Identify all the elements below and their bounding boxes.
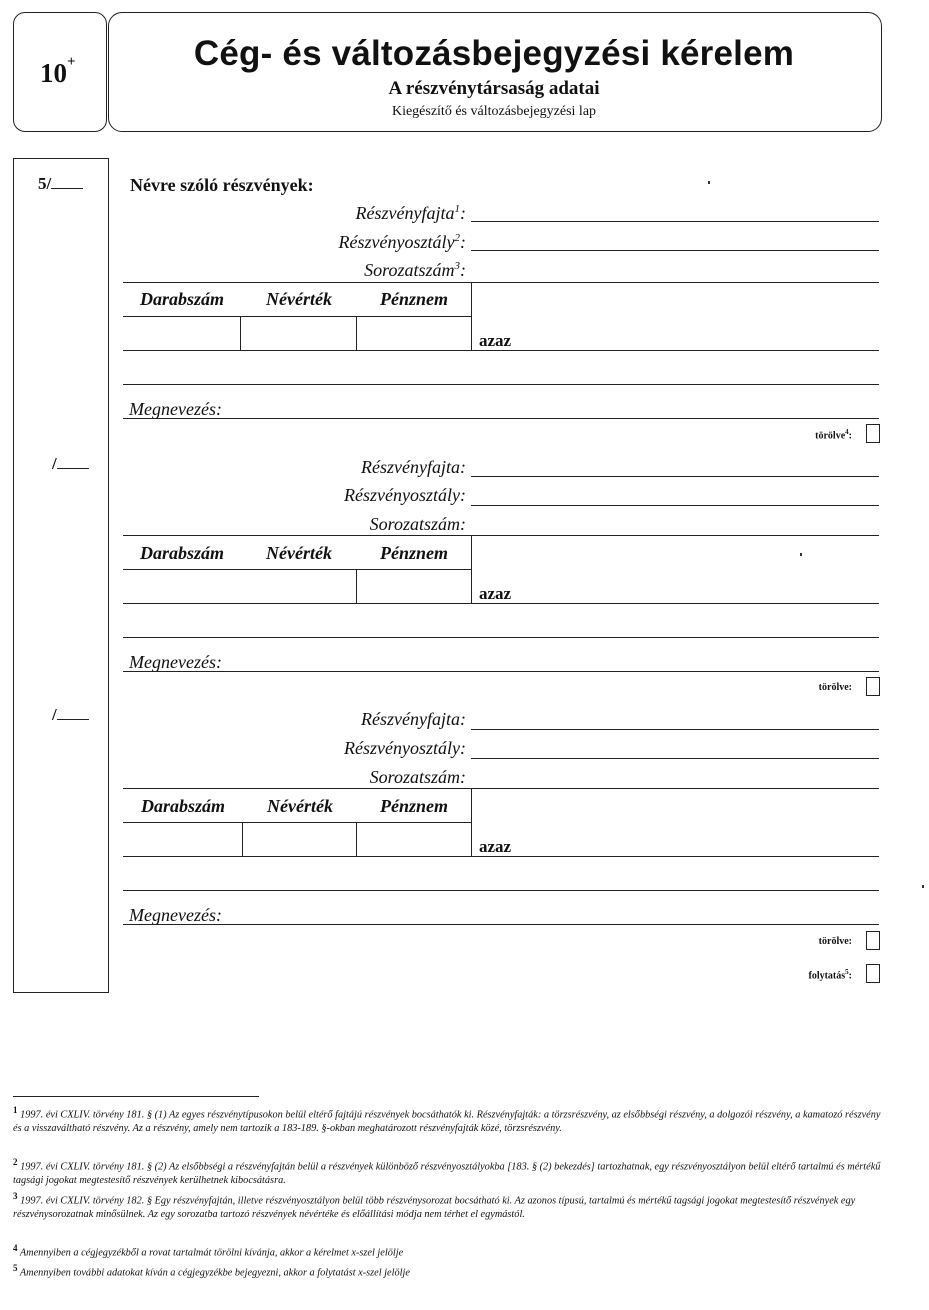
- darabszam-field[interactable]: [124, 571, 239, 602]
- nevertek-field[interactable]: [242, 318, 355, 349]
- col-nevertek: Névérték: [267, 796, 333, 816]
- scan-speck: [800, 553, 802, 556]
- label-reszvenyfajta: Részvényfajta$^1$:: [355, 203, 466, 223]
- col-nevertek: Névérték: [266, 543, 332, 563]
- reszvenyfajta-field[interactable]: [471, 729, 879, 730]
- reszvenyosztaly-field[interactable]: [471, 758, 879, 759]
- reference-number-1[interactable]: 5/: [38, 174, 83, 194]
- label-reszvenyosztaly: Részvényosztály$^2$:: [338, 232, 466, 252]
- label-reszvenyosztaly: Részvényosztály:: [344, 738, 466, 758]
- darabszam-field[interactable]: [124, 824, 241, 855]
- sorozatszam-field[interactable]: [123, 535, 879, 536]
- page-subtitle: A részvénytársaság adatai: [388, 78, 600, 99]
- footnote-1: $^1$ 1997. évi CXLIV. törvény 181. § (1) Az egyes részvénytípusokon belül eltérő fajtájú részvények bocsáthatók ki. Részvényfajták: a törzsrészvény, az elsőbbségi részvény, a dolgozói részvény, a kamatozó részvény és a visszaváltható részvény. Az a részvény, amely nem tartozik a 183-189. §-okban meghatározott részvényfajták közé, törzsrészvény.: [13, 1105, 881, 1135]
- sorozatszam-field[interactable]: [123, 788, 879, 789]
- col-nevertek: Névérték: [266, 289, 332, 309]
- reference-column: [13, 158, 109, 993]
- torolve-label: törölve:: [818, 936, 852, 947]
- darabszam-field[interactable]: [124, 318, 239, 349]
- section-heading: Névre szóló részvények:: [130, 175, 314, 195]
- col-darabszam: Darabszám: [139, 289, 224, 309]
- scan-speck: [922, 885, 924, 888]
- label-reszvenyosztaly: Részvényosztály:: [344, 485, 466, 505]
- label-sorozatszam: Sorozatszám:: [369, 767, 466, 787]
- reszvenyosztaly-field[interactable]: [471, 505, 879, 506]
- footnote-3: $^3$ 1997. évi CXLIV. törvény 182. § Egy részvényfajtán, illetve részvényosztályon belül több részvénysorozat bocsátható ki. Az azonos típusú, tartalmú és mértékű tagsági jogokat megtestesítő részvények egy részvénysorozatnak minősülnek. Az egy sorozatba tartozó részvények névértéke és előállítási módja nem térhet el egymástól.: [13, 1191, 856, 1221]
- label-reszvenyfajta: Részvényfajta:: [361, 709, 466, 729]
- penznem-field[interactable]: [358, 318, 470, 349]
- col-darabszam: Darabszám: [140, 796, 225, 816]
- reference-number-2[interactable]: /: [52, 454, 89, 474]
- label-reszvenyfajta: Részvényfajta:: [361, 457, 466, 477]
- footnote-4: $^4$ Amennyiben a cégjegyzékből a rovat tartalmát törölni kívánja, akkor a kérelmet x-szel jelölje: [13, 1243, 404, 1259]
- megnevezes-label: Megnevezés:: [129, 399, 222, 419]
- penznem-field[interactable]: [358, 824, 470, 855]
- azaz-field[interactable]: [123, 603, 879, 604]
- footnote-rule: [13, 1096, 259, 1097]
- torolve-label: törölve:: [818, 682, 852, 693]
- megnevezes-label: Megnevezés:: [129, 905, 222, 925]
- footnote-5: $^5$ Amennyiben további adatokat kíván a cégjegyzékbe bejegyezni, akkor a folytatást x-szel jelölje: [13, 1263, 410, 1279]
- reszvenyosztaly-field[interactable]: [471, 250, 879, 251]
- col-penznem: Pénznem: [379, 543, 448, 563]
- torolve-checkbox[interactable]: [866, 677, 880, 696]
- footnote-2: $^2$ 1997. évi CXLIV. törvény 181. § (2) Az elsőbbségi a részvényfajtán belül a részvények különböző részvényosztályokba [183. § (2) bekezdés] tartozhatnak, egy részvényosztályon belül eltérő tartalmú és mértékű tagsági jogokat megtestesítő részvények kerülhetnek kibocsátásra.: [13, 1157, 881, 1187]
- nevertek-field[interactable]: [244, 824, 355, 855]
- nevertek-field[interactable]: [242, 571, 355, 602]
- folytatas-checkbox[interactable]: [866, 964, 880, 983]
- page-subtitle-2: Kiegészítő és változásbejegyzési lap: [391, 104, 597, 119]
- torolve-label: törölve$^4$:: [815, 428, 852, 442]
- col-penznem: Pénznem: [379, 289, 448, 309]
- torolve-checkbox[interactable]: [866, 424, 880, 443]
- label-sorozatszam: Sorozatszám$^3$:: [364, 260, 466, 280]
- col-darabszam: Darabszám: [139, 543, 224, 563]
- scan-speck: [708, 181, 710, 184]
- azaz-field[interactable]: [123, 350, 879, 351]
- azaz-label: azaz: [479, 837, 512, 856]
- torolve-checkbox[interactable]: [866, 931, 880, 950]
- penznem-field[interactable]: [358, 571, 470, 602]
- form-number: 10+: [40, 54, 76, 88]
- page-title: Cég- és változásbejegyzési kérelem: [193, 34, 795, 73]
- col-penznem: Pénznem: [379, 796, 448, 816]
- azaz-label: azaz: [479, 331, 512, 350]
- megnevezes-label: Megnevezés:: [129, 652, 222, 672]
- sorozatszam-field[interactable]: [123, 282, 879, 283]
- reszvenyfajta-field[interactable]: [471, 476, 879, 477]
- reszvenyfajta-field[interactable]: [471, 221, 879, 222]
- folytatas-label: folytatás$^5$:: [808, 968, 852, 982]
- azaz-field[interactable]: [123, 856, 879, 857]
- label-sorozatszam: Sorozatszám:: [369, 514, 466, 534]
- azaz-label: azaz: [479, 584, 512, 603]
- megnevezes-field[interactable]: [123, 671, 879, 672]
- megnevezes-field[interactable]: [123, 418, 879, 419]
- reference-number-3[interactable]: /: [52, 705, 89, 725]
- megnevezes-field[interactable]: [123, 924, 879, 925]
